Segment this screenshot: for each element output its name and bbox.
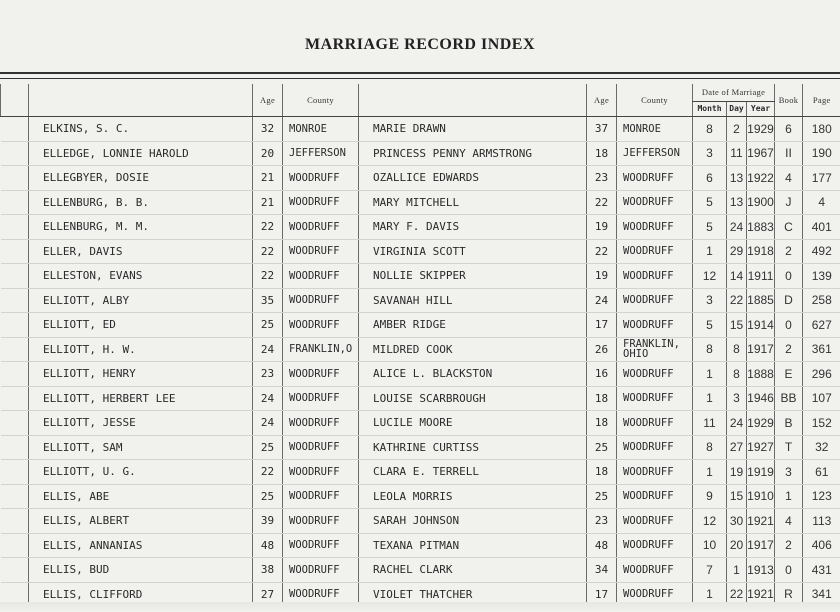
bride-age: 23 <box>587 509 617 534</box>
page-number: 180 <box>803 117 840 142</box>
table-row <box>1 337 840 362</box>
bride-age: 24 <box>587 288 617 313</box>
bride-name: MARY F. DAVIS <box>359 215 587 240</box>
marriage-year: 1917 <box>747 533 775 558</box>
bride-name: LUCILE MOORE <box>359 411 587 436</box>
groom-county: WOODRUFF <box>283 411 359 436</box>
groom-age: 25 <box>253 313 283 338</box>
table-row <box>1 166 840 191</box>
marriage-year: 1911 <box>747 264 775 289</box>
groom-county-header: County <box>283 84 359 117</box>
bottom-edge <box>0 602 840 612</box>
bride-county: WOODRUFF <box>617 509 693 534</box>
book-number: 0 <box>775 313 803 338</box>
bride-name: MARY MITCHELL <box>359 190 587 215</box>
bride-county: WOODRUFF <box>617 386 693 411</box>
marriage-month: 8 <box>693 117 727 142</box>
marriage-day: 11 <box>727 141 747 166</box>
groom-age: 25 <box>253 435 283 460</box>
marriage-year: 1910 <box>747 484 775 509</box>
bride-name: VIRGINIA SCOTT <box>359 239 587 264</box>
groom-county: WOODRUFF <box>283 215 359 240</box>
book-number: J <box>775 190 803 215</box>
marriage-month: 9 <box>693 484 727 509</box>
groom-county: WOODRUFF <box>283 190 359 215</box>
groom-county: WOODRUFF <box>283 362 359 387</box>
marriage-month: 1 <box>693 582 727 607</box>
marriage-year: 1917 <box>747 337 775 362</box>
bride-age: 18 <box>587 411 617 436</box>
page-number: 4 <box>803 190 840 215</box>
groom-name: ELLIS, ABE <box>29 484 253 509</box>
table-row <box>1 313 840 338</box>
groom-name: ELLIS, ANNANIAS <box>29 533 253 558</box>
row-margin <box>1 117 29 142</box>
page-number: 627 <box>803 313 840 338</box>
groom-age: 21 <box>253 166 283 191</box>
groom-age: 21 <box>253 190 283 215</box>
marriage-month: 3 <box>693 141 727 166</box>
bride-name: LOUISE SCARBROUGH <box>359 386 587 411</box>
book-number: 2 <box>775 239 803 264</box>
bride-age-header: Age <box>587 84 617 117</box>
page-number: 296 <box>803 362 840 387</box>
bride-county: WOODRUFF <box>617 239 693 264</box>
bride-county: JEFFERSON <box>617 141 693 166</box>
marriage-day: 2 <box>727 117 747 142</box>
page-number: 341 <box>803 582 840 607</box>
page-number: 431 <box>803 558 840 583</box>
table-row <box>1 264 840 289</box>
book-number: BB <box>775 386 803 411</box>
book-number: 4 <box>775 166 803 191</box>
bride-county: WOODRUFF <box>617 484 693 509</box>
bride-age: 16 <box>587 362 617 387</box>
groom-name: ELLIS, BUD <box>29 558 253 583</box>
row-margin <box>1 288 29 313</box>
bride-county: WOODRUFF <box>617 533 693 558</box>
groom-age: 20 <box>253 141 283 166</box>
groom-name: ELLIS, CLIFFORD <box>29 582 253 607</box>
bride-name: AMBER RIDGE <box>359 313 587 338</box>
groom-county: WOODRUFF <box>283 288 359 313</box>
page-number: 406 <box>803 533 840 558</box>
groom-age: 39 <box>253 509 283 534</box>
groom-name: ELLIOTT, ED <box>29 313 253 338</box>
groom-age: 24 <box>253 411 283 436</box>
marriage-day: 24 <box>727 215 747 240</box>
marriage-month: 1 <box>693 386 727 411</box>
groom-county: WOODRUFF <box>283 264 359 289</box>
marriage-month: 12 <box>693 509 727 534</box>
bride-name: VIOLET THATCHER <box>359 582 587 607</box>
row-margin <box>1 313 29 338</box>
groom-county: WOODRUFF <box>283 509 359 534</box>
page-number: 113 <box>803 509 840 534</box>
table-row <box>1 362 840 387</box>
groom-age: 48 <box>253 533 283 558</box>
page-number: 32 <box>803 435 840 460</box>
groom-age: 22 <box>253 264 283 289</box>
row-margin <box>1 141 29 166</box>
marriage-day: 27 <box>727 435 747 460</box>
groom-county: WOODRUFF <box>283 386 359 411</box>
marriage-month: 1 <box>693 460 727 485</box>
marriage-year: 1888 <box>747 362 775 387</box>
page-header: Page <box>803 84 840 117</box>
marriage-year: 1913 <box>747 558 775 583</box>
page-number: 61 <box>803 460 840 485</box>
groom-age: 32 <box>253 117 283 142</box>
bride-county: FRANKLIN, OHIO <box>617 337 693 362</box>
row-margin <box>1 386 29 411</box>
marriage-day: 24 <box>727 411 747 436</box>
marriage-month: 3 <box>693 288 727 313</box>
row-margin <box>1 460 29 485</box>
marriage-year: 1918 <box>747 239 775 264</box>
groom-name: ELLIOTT, SAM <box>29 435 253 460</box>
page-number: 361 <box>803 337 840 362</box>
date-of-marriage-header: Date of Marriage <box>693 84 775 101</box>
page-number: 107 <box>803 386 840 411</box>
book-number: D <box>775 288 803 313</box>
marriage-month: 5 <box>693 313 727 338</box>
marriage-year: 1967 <box>747 141 775 166</box>
bride-name: KATHRINE CURTISS <box>359 435 587 460</box>
marriage-year: 1946 <box>747 386 775 411</box>
page-number: 258 <box>803 288 840 313</box>
bride-county: MONROE <box>617 117 693 142</box>
groom-name: ELLIOTT, U. G. <box>29 460 253 485</box>
marriage-month: 6 <box>693 166 727 191</box>
groom-name: ELLIOTT, HERBERT LEE <box>29 386 253 411</box>
marriage-day: 13 <box>727 166 747 191</box>
groom-age-header: Age <box>253 84 283 117</box>
day-header: Day <box>727 101 747 116</box>
month-header: Month <box>693 101 727 116</box>
row-margin <box>1 337 29 362</box>
bride-age: 18 <box>587 460 617 485</box>
marriage-year: 1921 <box>747 509 775 534</box>
groom-name: ELLIOTT, HENRY <box>29 362 253 387</box>
row-margin <box>1 190 29 215</box>
book-number: 0 <box>775 558 803 583</box>
row-margin <box>1 533 29 558</box>
groom-county: FRANKLIN,O <box>283 337 359 362</box>
bride-county-header: County <box>617 84 693 117</box>
table-row <box>1 435 840 460</box>
book-number: T <box>775 435 803 460</box>
bride-name: TEXANA PITMAN <box>359 533 587 558</box>
marriage-month: 5 <box>693 215 727 240</box>
bride-county: WOODRUFF <box>617 362 693 387</box>
book-number: 2 <box>775 533 803 558</box>
page-number: 139 <box>803 264 840 289</box>
marriage-day: 14 <box>727 264 747 289</box>
groom-name: ELLENBURG, B. B. <box>29 190 253 215</box>
page-number: 190 <box>803 141 840 166</box>
row-margin <box>1 558 29 583</box>
page-number: 152 <box>803 411 840 436</box>
groom-name: ELLENBURG, M. M. <box>29 215 253 240</box>
bride-age: 34 <box>587 558 617 583</box>
book-header: Book <box>775 84 803 117</box>
marriage-year: 1929 <box>747 117 775 142</box>
margin-header <box>1 84 29 117</box>
bride-age: 25 <box>587 484 617 509</box>
groom-name: ELKINS, S. C. <box>29 117 253 142</box>
table-row <box>1 460 840 485</box>
bride-age: 48 <box>587 533 617 558</box>
marriage-year: 1927 <box>747 435 775 460</box>
book-number: 2 <box>775 337 803 362</box>
bride-age: 19 <box>587 215 617 240</box>
bride-age: 22 <box>587 239 617 264</box>
book-number: 4 <box>775 509 803 534</box>
row-margin <box>1 411 29 436</box>
groom-name: ELLIOTT, JESSE <box>29 411 253 436</box>
ledger-grid <box>0 84 840 612</box>
marriage-day: 1 <box>727 558 747 583</box>
bride-name: CLARA E. TERRELL <box>359 460 587 485</box>
groom-age: 24 <box>253 337 283 362</box>
bride-county: WOODRUFF <box>617 435 693 460</box>
groom-age: 22 <box>253 460 283 485</box>
book-number: 3 <box>775 460 803 485</box>
bride-age: 17 <box>587 582 617 607</box>
year-header: Year <box>747 101 775 116</box>
table-row <box>1 386 840 411</box>
bride-age: 19 <box>587 264 617 289</box>
table-row <box>1 533 840 558</box>
row-margin <box>1 239 29 264</box>
marriage-day: 15 <box>727 484 747 509</box>
groom-age: 35 <box>253 288 283 313</box>
bride-county: WOODRUFF <box>617 190 693 215</box>
row-margin <box>1 166 29 191</box>
marriage-day: 13 <box>727 190 747 215</box>
bride-age: 23 <box>587 166 617 191</box>
book-number: II <box>775 141 803 166</box>
groom-age: 25 <box>253 484 283 509</box>
header-rule-bottom <box>0 78 840 79</box>
marriage-month: 5 <box>693 190 727 215</box>
bride-county: WOODRUFF <box>617 460 693 485</box>
marriage-month: 8 <box>693 435 727 460</box>
table-row <box>1 190 840 215</box>
bride-name: NOLLIE SKIPPER <box>359 264 587 289</box>
record-rows <box>1 117 840 607</box>
groom-county: WOODRUFF <box>283 484 359 509</box>
table-row <box>1 288 840 313</box>
marriage-year: 1919 <box>747 460 775 485</box>
groom-county: WOODRUFF <box>283 166 359 191</box>
groom-name-header <box>29 84 253 117</box>
marriage-month: 1 <box>693 362 727 387</box>
bride-name: RACHEL CLARK <box>359 558 587 583</box>
marriage-year: 1914 <box>747 313 775 338</box>
marriage-day: 20 <box>727 533 747 558</box>
table-row <box>1 239 840 264</box>
marriage-record-table <box>0 84 840 607</box>
groom-county: WOODRUFF <box>283 460 359 485</box>
groom-county: JEFFERSON <box>283 141 359 166</box>
book-number: 6 <box>775 117 803 142</box>
bride-name: SARAH JOHNSON <box>359 509 587 534</box>
table-row <box>1 215 840 240</box>
groom-name: ELLIOTT, ALBY <box>29 288 253 313</box>
bride-age: 26 <box>587 337 617 362</box>
page-number: 123 <box>803 484 840 509</box>
marriage-month: 7 <box>693 558 727 583</box>
page-number: 492 <box>803 239 840 264</box>
marriage-year: 1921 <box>747 582 775 607</box>
marriage-day: 22 <box>727 582 747 607</box>
book-number: 1 <box>775 484 803 509</box>
groom-county: WOODRUFF <box>283 533 359 558</box>
marriage-day: 8 <box>727 337 747 362</box>
bride-age: 18 <box>587 386 617 411</box>
marriage-day: 8 <box>727 362 747 387</box>
bride-name: MARIE DRAWN <box>359 117 587 142</box>
marriage-day: 29 <box>727 239 747 264</box>
bride-name: PRINCESS PENNY ARMSTRONG <box>359 141 587 166</box>
marriage-day: 22 <box>727 288 747 313</box>
groom-name: ELLESTON, EVANS <box>29 264 253 289</box>
bride-county: WOODRUFF <box>617 166 693 191</box>
bride-county: WOODRUFF <box>617 313 693 338</box>
page-title: MARRIAGE RECORD INDEX <box>304 36 536 53</box>
marriage-day: 3 <box>727 386 747 411</box>
row-margin <box>1 264 29 289</box>
groom-county: WOODRUFF <box>283 558 359 583</box>
bride-county: WOODRUFF <box>617 558 693 583</box>
row-margin <box>1 435 29 460</box>
bride-name: OZALLICE EDWARDS <box>359 166 587 191</box>
groom-name: ELLIOTT, H. W. <box>29 337 253 362</box>
marriage-year: 1922 <box>747 166 775 191</box>
groom-age: 22 <box>253 239 283 264</box>
bride-age: 18 <box>587 141 617 166</box>
book-number: B <box>775 411 803 436</box>
bride-county: WOODRUFF <box>617 582 693 607</box>
groom-age: 38 <box>253 558 283 583</box>
bride-age: 17 <box>587 313 617 338</box>
groom-name: ELLEGBYER, DOSIE <box>29 166 253 191</box>
bride-county: WOODRUFF <box>617 288 693 313</box>
marriage-month: 10 <box>693 533 727 558</box>
book-number: C <box>775 215 803 240</box>
marriage-day: 15 <box>727 313 747 338</box>
bride-name-header <box>359 84 587 117</box>
marriage-month: 1 <box>693 239 727 264</box>
marriage-day: 19 <box>727 460 747 485</box>
marriage-day: 30 <box>727 509 747 534</box>
page-number: 177 <box>803 166 840 191</box>
book-number: 0 <box>775 264 803 289</box>
book-number: R <box>775 582 803 607</box>
table-row <box>1 558 840 583</box>
groom-age: 24 <box>253 386 283 411</box>
groom-name: ELLER, DAVIS <box>29 239 253 264</box>
row-margin <box>1 215 29 240</box>
bride-age: 25 <box>587 435 617 460</box>
groom-age: 27 <box>253 582 283 607</box>
groom-county: WOODRUFF <box>283 435 359 460</box>
groom-county: WOODRUFF <box>283 313 359 338</box>
marriage-month: 8 <box>693 337 727 362</box>
row-margin <box>1 509 29 534</box>
header-row <box>1 84 840 101</box>
bride-county: WOODRUFF <box>617 215 693 240</box>
bride-county: WOODRUFF <box>617 264 693 289</box>
bride-name: SAVANAH HILL <box>359 288 587 313</box>
groom-age: 23 <box>253 362 283 387</box>
marriage-month: 12 <box>693 264 727 289</box>
groom-county: MONROE <box>283 117 359 142</box>
marriage-year: 1929 <box>747 411 775 436</box>
page-number: 401 <box>803 215 840 240</box>
table-row <box>1 509 840 534</box>
bride-age: 37 <box>587 117 617 142</box>
bride-name: MILDRED COOK <box>359 337 587 362</box>
marriage-year: 1900 <box>747 190 775 215</box>
table-row <box>1 484 840 509</box>
table-row <box>1 117 840 142</box>
bride-name: LEOLA MORRIS <box>359 484 587 509</box>
marriage-year: 1883 <box>747 215 775 240</box>
bride-name: ALICE L. BLACKSTON <box>359 362 587 387</box>
marriage-month: 11 <box>693 411 727 436</box>
groom-county: WOODRUFF <box>283 239 359 264</box>
groom-name: ELLIS, ALBERT <box>29 509 253 534</box>
groom-name: ELLEDGE, LONNIE HAROLD <box>29 141 253 166</box>
groom-age: 22 <box>253 215 283 240</box>
bride-age: 22 <box>587 190 617 215</box>
bride-county: WOODRUFF <box>617 411 693 436</box>
book-number: E <box>775 362 803 387</box>
table-row <box>1 141 840 166</box>
header-rule-top <box>0 72 840 74</box>
table-row <box>1 411 840 436</box>
row-margin <box>1 484 29 509</box>
row-margin <box>1 362 29 387</box>
groom-county: WOODRUFF <box>283 582 359 607</box>
marriage-year: 1885 <box>747 288 775 313</box>
